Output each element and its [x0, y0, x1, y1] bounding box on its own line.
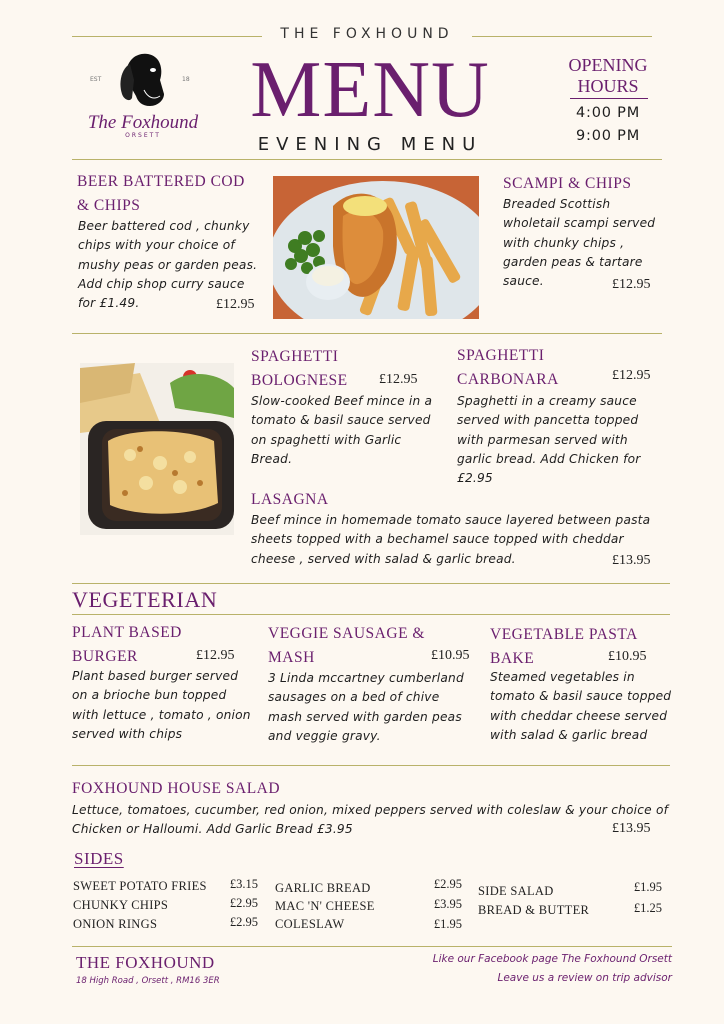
dog-head-icon: [78, 50, 208, 120]
sides-column-2: [275, 877, 462, 931]
logo-est-left: EST: [90, 76, 102, 83]
scampi-price: £12.95: [612, 277, 651, 292]
sausage-title-2: MASH: [268, 649, 315, 666]
burger-desc: Plant based burger served on a brioche bun topped with lettuce , tomato , onion served with chips: [72, 669, 251, 741]
burger-price: £12.95: [196, 648, 235, 663]
carbonara-title-1: SPAGHETTI: [457, 347, 545, 364]
opening-time: 4:00 PM: [575, 105, 641, 121]
salad-desc: Lettuce, tomatoes, cucumber, red onion, mixed peppers served with coleslaw & your choice of Chicken or Halloumi. Add Garlic Bread £3.95: [72, 803, 669, 837]
list-item: SIDE SALAD £1.95: [478, 880, 662, 898]
closing-time: 9:00 PM: [575, 128, 641, 144]
opening-hours-rule: [570, 98, 648, 99]
bolognese-desc: Slow-cooked Beef mince in a tomato & basil sauce served on spaghetti with Garlic Bread.: [251, 394, 433, 466]
footer-address: 18 High Road , Orsett , RM16 3ER: [76, 976, 220, 986]
list-item: CHUNKY CHIPS £2.95: [73, 896, 258, 912]
tripadvisor-link[interactable]: Leave us a review on trip advisor: [497, 972, 672, 984]
list-item: GARLIC BREAD £2.95: [275, 877, 462, 895]
pasta-bake-title-2: BAKE: [490, 650, 535, 667]
footer-name: THE FOXHOUND: [76, 953, 215, 972]
top-rule-left: [72, 36, 262, 37]
page-title: MENU: [250, 46, 490, 134]
sausage-title-1: VEGGIE SAUSAGE &: [268, 625, 425, 642]
pasta-bake-price: £10.95: [608, 649, 647, 664]
list-item: SWEET POTATO FRIES £3.15: [73, 877, 258, 893]
cod-title-1: BEER BATTERED COD: [77, 173, 245, 190]
facebook-link[interactable]: Like our Facebook page The Foxhound Orsett: [432, 953, 672, 965]
cod-desc: Beer battered cod , chunky chips with your choice of mushy peas or garden peas. Add chip shop curry sauce for £1.49.: [78, 219, 258, 311]
subtitle: EVENING MENU: [257, 134, 483, 155]
top-title: THE FOXHOUND: [280, 26, 454, 42]
salad-title: FOXHOUND HOUSE SALAD: [72, 780, 281, 797]
rule-2: [72, 333, 662, 334]
rule-6: [72, 946, 672, 947]
rule-3: [72, 583, 670, 584]
opening-hours-title-2: HOURS: [577, 76, 639, 96]
lasagna-title: LASAGNA: [251, 491, 329, 508]
bolognese-title-2: BOLOGNESE: [251, 372, 348, 389]
rule-4: [72, 614, 670, 615]
carbonara-desc: Spaghetti in a creamy sauce served with pancetta topped with parmesan served with garlic bread. Add Chicken for £2.95: [457, 394, 641, 486]
sausage-price: £10.95: [431, 648, 470, 663]
lasagna-desc: Beef mince in homemade tomato sauce layered between pasta sheets topped with a bechamel sauce topped with cheddar cheese , served with salad & garlic bread.: [251, 513, 651, 566]
bolognese-title-1: SPAGHETTI: [251, 348, 339, 365]
lasagna-price: £13.95: [612, 553, 651, 568]
vegetarian-section-title: VEGETERIAN: [72, 587, 218, 612]
list-item: MAC 'N' CHEESE £3.95: [275, 897, 462, 913]
pasta-bake-desc: Steamed vegetables in tomato & basil sauce topped with cheddar cheese served with salad & garlic bread: [490, 670, 672, 742]
burger-title-2: BURGER: [72, 648, 138, 665]
pasta-bake-title-1: VEGETABLE PASTA: [490, 626, 638, 643]
opening-hours-title-1: OPENING: [568, 55, 648, 75]
cod-title-2: & CHIPS: [77, 197, 141, 214]
burger-title-1: PLANT BASED: [72, 624, 182, 641]
lasagna-photo: [80, 363, 234, 535]
scampi-desc: Breaded Scottish wholetail scampi served with chunky chips , garden peas & tartare sauce.: [503, 197, 656, 289]
logo-name: The Foxhound: [87, 112, 199, 133]
sides-title: SIDES: [74, 849, 124, 868]
logo: [78, 50, 208, 142]
list-item: COLESLAW £1.95: [275, 917, 462, 931]
rule-5: [72, 765, 670, 766]
sides-column-1: [73, 875, 258, 932]
bolognese-price: £12.95: [379, 372, 418, 387]
fish-and-chips-photo: [273, 176, 479, 319]
sausage-desc: 3 Linda mccartney cumberland sausages on a bed of chive mash served with garden peas and veggie gravy.: [268, 671, 464, 743]
sides-column-3: [478, 880, 662, 918]
salad-price: £13.95: [612, 821, 651, 836]
logo-sub: ORSETT: [125, 132, 161, 139]
scampi-title: SCAMPI & CHIPS: [503, 175, 632, 192]
list-item: ONION RINGS £2.95: [73, 915, 258, 931]
cod-price: £12.95: [216, 297, 255, 312]
rule-1: [72, 159, 662, 160]
carbonara-title-2: CARBONARA: [457, 371, 559, 388]
logo-est-right: 18: [182, 76, 190, 83]
carbonara-price: £12.95: [612, 368, 651, 383]
list-item: BREAD & BUTTER £1.25: [478, 901, 662, 917]
top-rule-right: [472, 36, 652, 37]
